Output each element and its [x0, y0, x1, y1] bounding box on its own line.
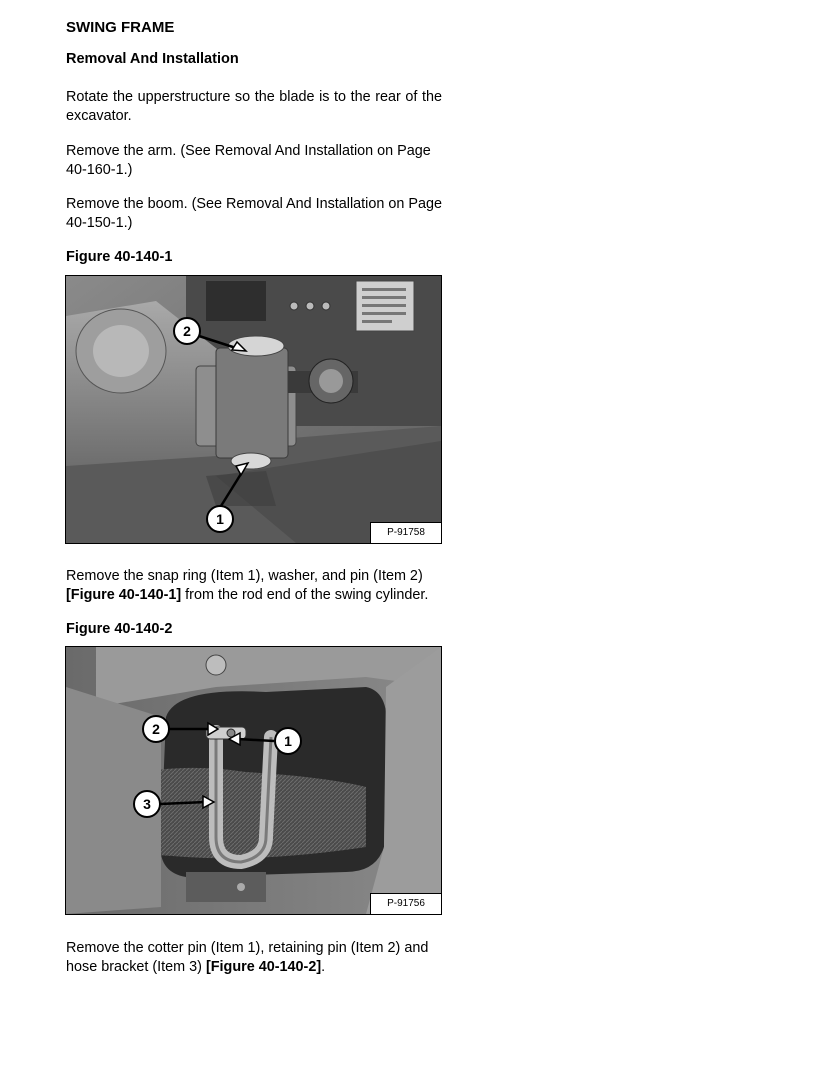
- figure1-callout-1: [207, 506, 233, 532]
- svg-text:1: 1: [284, 733, 292, 749]
- figure2-callout-3: [134, 791, 160, 817]
- svg-text:3: 3: [143, 796, 151, 812]
- paragraph-remove-arm: Remove the arm. (See Removal And Installation on Page 40-160-1.): [66, 143, 431, 178]
- figure1-photo: [65, 275, 442, 544]
- figure2-photo-id: P-91756: [370, 893, 441, 914]
- figure2-caption: Figure 40-140-2: [66, 621, 173, 637]
- figure2-photo: [65, 646, 442, 915]
- svg-text:2: 2: [183, 323, 191, 339]
- figure1-callout-2: [174, 318, 200, 344]
- subsection-title: Removal And Installation: [66, 51, 239, 67]
- svg-text:2: 2: [152, 721, 160, 737]
- step-remove-cotter-pin: Remove the cotter pin (Item 1), retaining pin (Item 2) and hose bracket (Item 3) [Figure 40-140-2].: [66, 940, 429, 975]
- section-title: SWING FRAME: [66, 19, 175, 36]
- step-remove-snap-ring: Remove the snap ring (Item 1), washer, and pin (Item 2) [Figure 40-140-1] from the rod end of the swing cylinder.: [66, 568, 429, 603]
- paragraph-remove-boom: Remove the boom. (See Removal And Installation on Page 40-150-1.): [66, 196, 442, 231]
- figure2-callout-2: [143, 716, 169, 742]
- figure1-reference[interactable]: [Figure 40-140-1]: [66, 586, 182, 603]
- paragraph-rotate: Rotate the upperstructure so the blade is to the rear of the excavator.: [66, 89, 442, 124]
- figure1-caption: Figure 40-140-1: [66, 249, 173, 265]
- figure2-callout-1: [275, 728, 301, 754]
- figure1-photo-id: P-91758: [370, 522, 441, 543]
- svg-text:1: 1: [216, 511, 224, 527]
- figure2-reference[interactable]: [Figure 40-140-2]: [205, 958, 322, 975]
